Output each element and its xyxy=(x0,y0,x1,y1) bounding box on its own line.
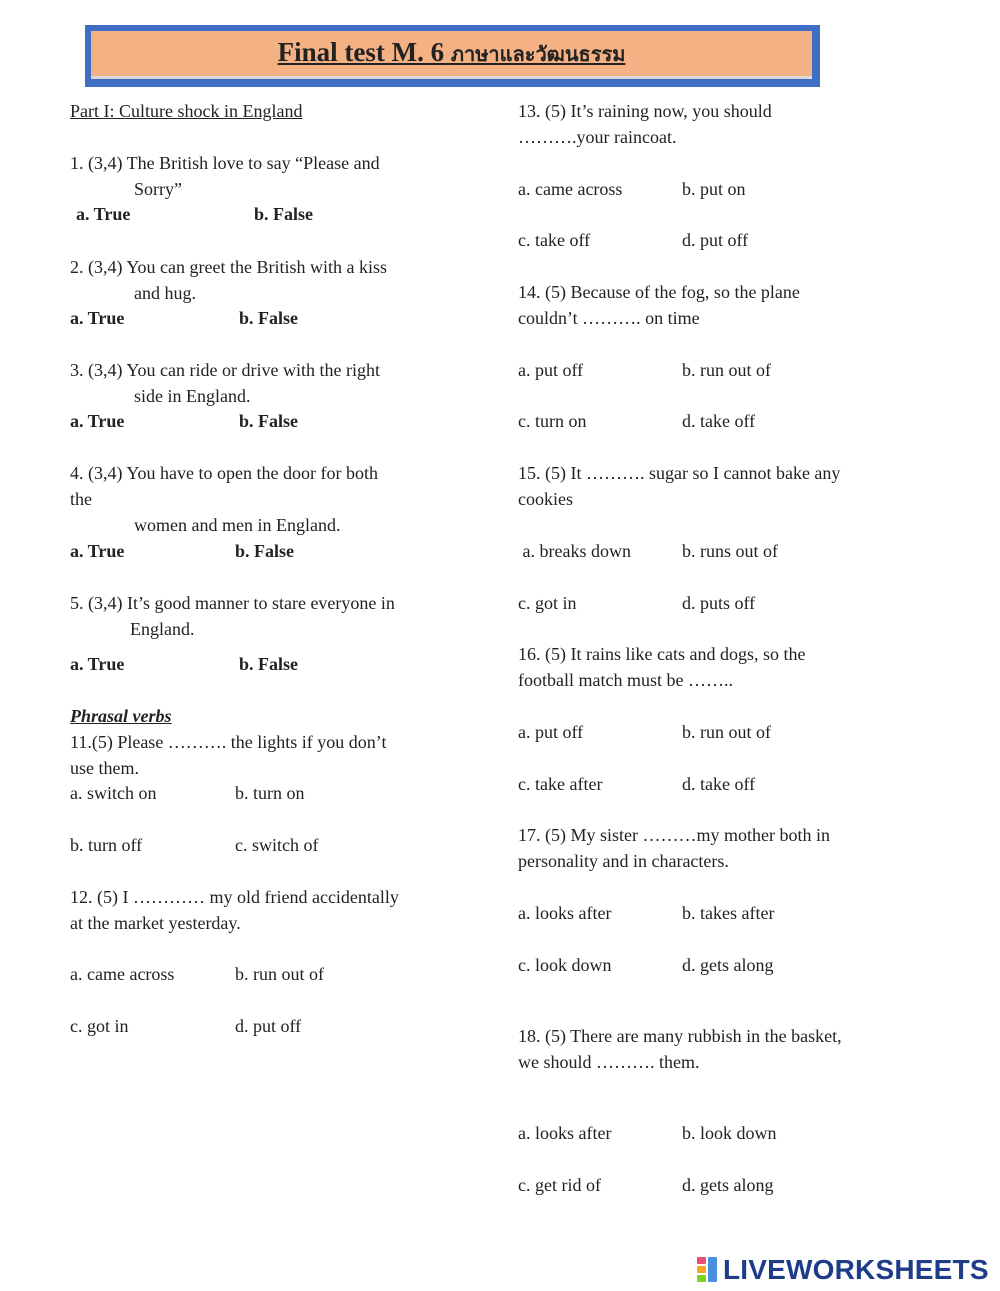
part-title: Part I: Culture shock in England xyxy=(70,101,303,121)
q17-option-d[interactable]: d. gets along xyxy=(682,955,774,975)
q13-option-a[interactable]: a. came across xyxy=(518,179,623,199)
q2-text-cont: and hug. xyxy=(134,283,196,303)
q15-text: 15. (5) It ………. sugar so I cannot bake any xyxy=(518,463,841,483)
q12-option-b[interactable]: b. run out of xyxy=(235,964,324,984)
q2-text: 2. (3,4) You can greet the British with a kiss xyxy=(70,257,387,277)
q4-option-a[interactable]: a. True xyxy=(70,541,125,561)
q18-text-cont: we should ………. them. xyxy=(518,1052,700,1072)
q14-option-a[interactable]: a. put off xyxy=(518,360,584,380)
q14-option-c[interactable]: c. turn on xyxy=(518,411,587,431)
q16-option-b[interactable]: b. run out of xyxy=(682,722,771,742)
q3-option-b[interactable]: b. False xyxy=(239,411,299,431)
logo-block-3 xyxy=(697,1275,706,1282)
logo-block-1 xyxy=(697,1257,706,1264)
q15-option-a[interactable]: a. breaks down xyxy=(518,541,631,561)
q16-text-cont: football match must be …….. xyxy=(518,670,733,690)
q17-option-b[interactable]: b. takes after xyxy=(682,903,775,923)
q5-option-b[interactable]: b. False xyxy=(239,654,299,674)
q17-text: 17. (5) My sister ………my mother both in xyxy=(518,825,830,845)
page-title xyxy=(91,37,812,70)
q14-option-b[interactable]: b. run out of xyxy=(682,360,771,380)
q12-option-d[interactable]: d. put off xyxy=(235,1016,302,1036)
q16-option-d[interactable]: d. take off xyxy=(682,774,756,794)
q15-option-c[interactable]: c. got in xyxy=(518,593,577,613)
q15-option-d[interactable]: d. puts off xyxy=(682,593,756,613)
q11-option-b[interactable]: b. turn on xyxy=(235,783,305,803)
q11-option-a[interactable]: a. switch on xyxy=(70,783,157,803)
q1-text: 1. (3,4) The British love to say “Please and xyxy=(70,153,380,173)
q5-text: 5. (3,4) It’s good manner to stare everyone in xyxy=(70,593,395,613)
q3-option-a[interactable]: a. True xyxy=(70,411,125,431)
q11-text-cont: use them. xyxy=(70,758,139,778)
q15-option-b[interactable]: b. runs out of xyxy=(682,541,778,561)
q14-text-cont: couldn’t ………. on time xyxy=(518,308,700,328)
q12-text: 12. (5) I ………… my old friend accidentally xyxy=(70,887,399,907)
q18-option-a[interactable]: a. looks after xyxy=(518,1123,612,1143)
logo-block-2 xyxy=(697,1266,706,1273)
q1-option-b[interactable]: b. False xyxy=(254,204,314,224)
q13-text: 13. (5) It’s raining now, you should xyxy=(518,101,772,121)
title-banner xyxy=(85,25,820,87)
title-thai: ภาษาและวัฒนธรรม xyxy=(450,44,626,66)
q16-option-c[interactable]: c. take after xyxy=(518,774,603,794)
q14-option-d[interactable]: d. take off xyxy=(682,411,756,431)
liveworksheets-logo xyxy=(697,1255,989,1285)
q13-option-d[interactable]: d. put off xyxy=(682,230,749,250)
logo-mark-icon xyxy=(697,1257,719,1283)
phrasal-verbs-heading: Phrasal verbs xyxy=(70,706,172,726)
q12-text-cont: at the market yesterday. xyxy=(70,913,241,933)
q17-text-cont: personality and in characters. xyxy=(518,851,729,871)
q1-option-a[interactable]: a. True xyxy=(76,204,131,224)
q16-text: 16. (5) It rains like cats and dogs, so the xyxy=(518,644,806,664)
q5-text-cont: England. xyxy=(130,619,195,639)
logo-block-4 xyxy=(708,1257,717,1282)
logo-text: LIVEWORKSHEETS xyxy=(723,1254,989,1285)
q17-option-a[interactable]: a. looks after xyxy=(518,903,612,923)
q13-option-c[interactable]: c. take off xyxy=(518,230,591,250)
q15-text-cont: cookies xyxy=(518,489,573,509)
q1-text-cont: Sorry” xyxy=(134,179,182,199)
q4-option-b[interactable]: b. False xyxy=(235,541,295,561)
q18-option-d[interactable]: d. gets along xyxy=(682,1175,774,1195)
q2-option-b[interactable]: b. False xyxy=(239,308,299,328)
q11-text: 11.(5) Please ………. the lights if you don’t xyxy=(70,732,387,752)
q2-option-a[interactable]: a. True xyxy=(70,308,125,328)
q4-text-wrap: the xyxy=(70,489,92,509)
q13-option-b[interactable]: b. put on xyxy=(682,179,746,199)
title-banner-inner xyxy=(91,31,812,79)
q18-option-c[interactable]: c. get rid of xyxy=(518,1175,601,1195)
q16-option-a[interactable]: a. put off xyxy=(518,722,584,742)
q5-option-a[interactable]: a. True xyxy=(70,654,125,674)
q13-text-cont: ……….your raincoat. xyxy=(518,127,677,147)
q11-option-d[interactable]: c. switch of xyxy=(235,835,319,855)
q14-text: 14. (5) Because of the fog, so the plane xyxy=(518,282,800,302)
q4-text: 4. (3,4) You have to open the door for both xyxy=(70,463,378,483)
q18-option-b[interactable]: b. look down xyxy=(682,1123,777,1143)
q18-text: 18. (5) There are many rubbish in the basket, xyxy=(518,1026,842,1046)
q3-text: 3. (3,4) You can ride or drive with the right xyxy=(70,360,380,380)
q3-text-cont: side in England. xyxy=(134,386,251,406)
q17-option-c[interactable]: c. look down xyxy=(518,955,612,975)
q11-option-c[interactable]: b. turn off xyxy=(70,835,143,855)
q4-text-cont: women and men in England. xyxy=(134,515,341,535)
q12-option-c[interactable]: c. got in xyxy=(70,1016,129,1036)
q12-option-a[interactable]: a. came across xyxy=(70,964,175,984)
title-english: Final test M. 6 xyxy=(277,37,445,67)
